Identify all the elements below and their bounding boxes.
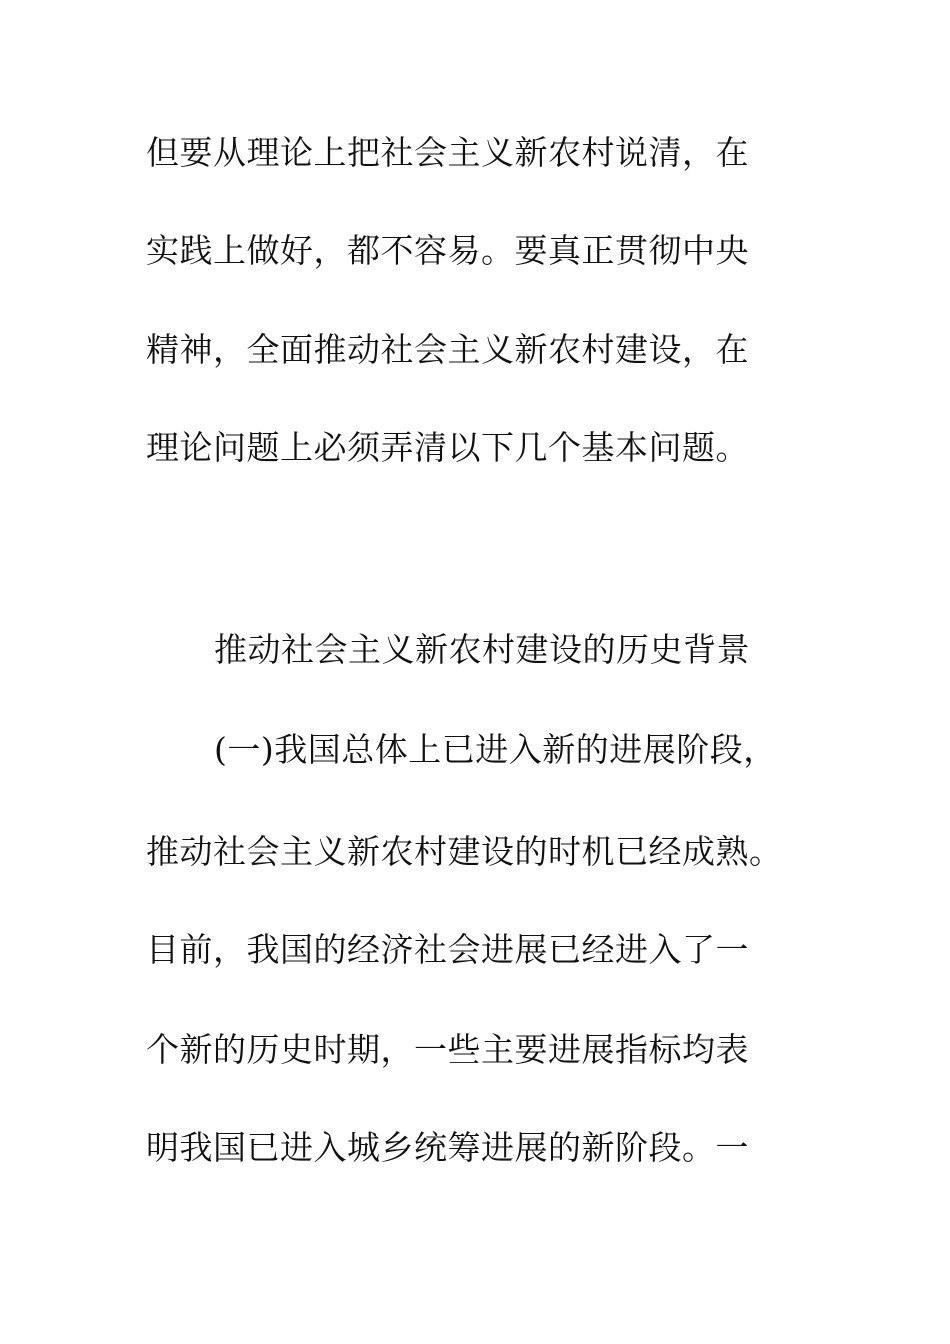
paragraph-2-line-4: 个新的历史时期，一些主要进展指标均表 [146,1030,749,1069]
paragraph-1-line-4: 理论问题上必须弄清以下几个基本问题。 [146,428,749,467]
paragraph-2-line-5: 明我国已进入城乡统筹进展的新阶段。一 [146,1128,749,1167]
paragraph-1-line-3: 精神，全面推动社会主义新农村建设，在 [146,330,749,369]
paragraph-1-line-1: 但要从理论上把社会主义新农村说清，在 [146,133,749,172]
paragraph-1-line-2: 实践上做好，都不容易。要真正贯彻中央 [146,231,749,270]
paragraph-2-line-1: (一)我国总体上已进入新的进展阶段， [214,730,777,769]
section-heading: 推动社会主义新农村建设的历史背景 [214,630,750,669]
paragraph-2-line-2: 推动社会主义新农村建设的时机已经成熟。 [146,832,783,871]
paragraph-2-line-3: 目前，我国的经济社会进展已经进入了一 [146,930,749,969]
